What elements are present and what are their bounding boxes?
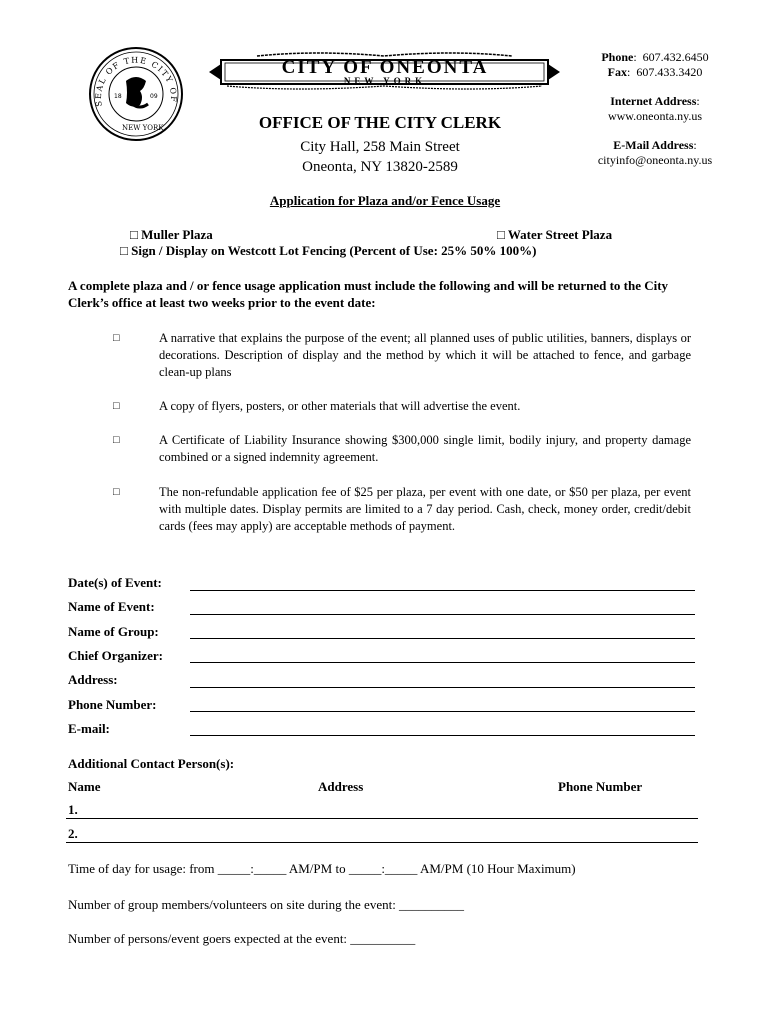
internet-value[interactable]: www.oneonta.ny.us xyxy=(607,109,703,123)
organizer-label: Chief Organizer: xyxy=(68,648,163,663)
col-address-header: Address xyxy=(318,779,364,794)
office-address: City Hall, 258 Main Street Oneonta, NY 13820-2589 xyxy=(300,139,460,175)
svg-text:SEAL OF THE CITY OF ONEONTA: SEAL OF THE CITY OF xyxy=(93,55,179,108)
col-name-header: Name xyxy=(68,779,101,794)
phone-line: Phone: 607.432.6450 xyxy=(601,50,709,64)
banner-title: CITY OF ONEONTA xyxy=(281,57,489,78)
city-seal xyxy=(88,46,184,142)
dates-field[interactable] xyxy=(190,590,695,591)
organizer-field[interactable] xyxy=(190,662,695,663)
email-value[interactable]: cityinfo@oneonta.ny.us xyxy=(597,153,713,167)
checkbox-icon[interactable]: □ xyxy=(497,227,505,242)
option-water-street-plaza[interactable]: □ Water Street Plaza xyxy=(497,227,613,242)
internet-label: Internet Address: xyxy=(610,94,700,108)
col-phone-header: Phone Number xyxy=(558,779,643,794)
fax-line: Fax: 607.433.3420 xyxy=(607,65,703,79)
event-name-field[interactable] xyxy=(190,614,695,615)
application-title: Application for Plaza and/or Fence Usage xyxy=(269,193,501,208)
group-name-label: Name of Group: xyxy=(68,624,159,639)
office-title: OFFICE OF THE CITY CLERK xyxy=(258,113,502,132)
phone-label: Phone Number: xyxy=(68,697,157,712)
banner-subtitle: NEW YORK xyxy=(343,76,427,86)
address-label: Address: xyxy=(68,672,118,687)
checkbox-icon[interactable]: □ xyxy=(130,227,138,242)
option-westcott-fencing[interactable]: □ Sign / Display on Westcott Lot Fencing (Percent of Use: 25% 50% 100%) xyxy=(120,243,537,258)
attendees-line[interactable]: Number of persons/event goers expected at the event: __________ xyxy=(68,931,416,946)
checkbox-icon[interactable]: □ xyxy=(113,486,120,498)
option-muller-plaza[interactable]: □ Muller Plaza xyxy=(130,227,213,242)
svg-text:NEW YORK: NEW YORK xyxy=(122,124,164,132)
checkbox-icon[interactable]: □ xyxy=(113,332,120,344)
contact-row-1-line[interactable] xyxy=(66,818,698,819)
email-label: E-Mail Address: xyxy=(613,138,697,152)
email-field[interactable] xyxy=(190,735,695,736)
contact-block xyxy=(580,50,730,168)
svg-text:09: 09 xyxy=(150,93,158,100)
event-name-label: Name of Event: xyxy=(68,599,155,614)
contact-row-number: 1. xyxy=(68,802,78,817)
contact-row-2-line[interactable] xyxy=(66,842,698,843)
contact-row-number: 2. xyxy=(68,826,78,841)
group-name-field[interactable] xyxy=(190,638,695,639)
checkbox-icon[interactable]: □ xyxy=(120,243,128,258)
email-field-label: E-mail: xyxy=(68,721,110,736)
time-of-day-line[interactable]: Time of day for usage: from _____:_____ AM/PM to _____:_____ AM/PM (10 Hour Maximum) xyxy=(68,861,576,876)
address-field[interactable] xyxy=(190,687,695,688)
checkbox-icon[interactable]: □ xyxy=(113,434,120,446)
volunteers-line[interactable]: Number of group members/volunteers on site during the event: __________ xyxy=(68,897,465,912)
phone-field[interactable] xyxy=(190,711,695,712)
svg-text:18: 18 xyxy=(114,93,122,100)
dates-label: Date(s) of Event: xyxy=(68,575,162,590)
intro-paragraph: A complete plaza and / or fence usage application must include the following and will be returned to the City Clerk’s office at least two weeks prior to the event date: xyxy=(68,278,669,310)
checkbox-icon[interactable]: □ xyxy=(113,400,120,412)
contacts-heading: Additional Contact Person(s): xyxy=(68,756,235,771)
